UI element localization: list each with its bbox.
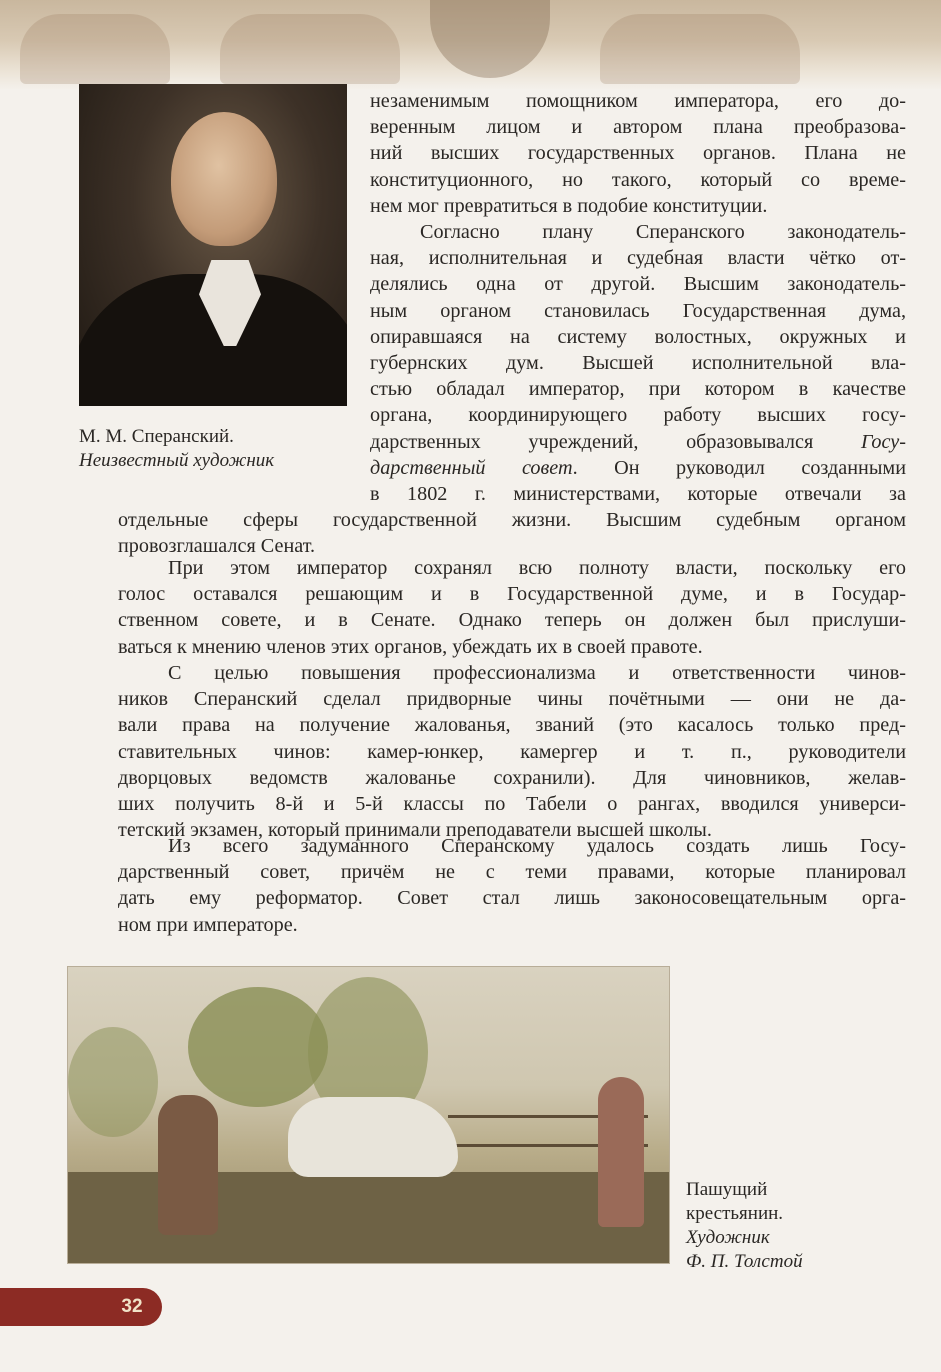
text-line: стью обладал император, при котором в качестве xyxy=(370,378,906,401)
header-medallion-portrait xyxy=(430,0,550,78)
text-line: ников Сперанский сделал придворные чины почётными — они не да- xyxy=(118,688,906,711)
portrait-caption xyxy=(79,425,274,473)
text-line xyxy=(370,429,906,455)
text-line: ном при императоре. xyxy=(118,913,298,936)
paragraph-1 xyxy=(370,88,906,219)
header-ornament-left xyxy=(20,14,170,84)
term-gossovet-part2: дарственный совет xyxy=(370,456,573,479)
text-line: С целью повышения профессионализма и ответственности чинов- xyxy=(168,662,906,684)
speransky-portrait-image xyxy=(79,84,347,406)
text-line: отдельные сферы государственной жизни. Высшим судебным органом xyxy=(118,509,906,531)
header-ornament-building xyxy=(220,14,400,84)
ploughing-peasant-painting xyxy=(67,966,670,1264)
text-fragment: . Он руководил созданными xyxy=(572,456,906,479)
header-decoration xyxy=(0,0,941,90)
text-line: ний высших государственных органов. Плана не xyxy=(370,142,906,165)
painting-caption-title: крестьянин. xyxy=(686,1203,784,1224)
text-line: дворцовых ведомств жалованье сохранили). Для чиновников, желав- xyxy=(118,766,906,789)
paragraph-4 xyxy=(118,660,906,843)
text-line: незаменимым помощником императора, его до- xyxy=(370,90,906,112)
text-line: При этом император сохранял всю полноту власти, поскольку его xyxy=(168,557,906,579)
text-line xyxy=(370,455,906,481)
text-line: Из всего задуманного Сперанскому удалось создать лишь Госу- xyxy=(168,835,906,857)
text-line: Согласно плану Сперанского законодатель- xyxy=(420,221,906,243)
text-line: дарственный совет, причём не с теми правами, которые планировал xyxy=(118,861,906,884)
portrait-caption-artist: Неизвестный художник xyxy=(79,450,275,471)
painting-caption-artist: Ф. П. Толстой xyxy=(686,1251,803,1272)
text-line: веренным лицом и автором плана преобразова- xyxy=(370,116,906,139)
text-fragment: дарственных учреждений, образовывался xyxy=(370,430,861,453)
term-gossovet-part1: Госу- xyxy=(860,430,906,453)
text-line: конституционного, но такого, который со време- xyxy=(370,168,906,191)
text-line: ваться к мнению членов этих органов, убеждать их в своей правоте. xyxy=(118,635,703,658)
painting-caption-title: Пашущий xyxy=(686,1179,768,1200)
paragraph-5 xyxy=(118,833,906,938)
text-line: ным органом становилась Государственная дума, xyxy=(370,299,906,322)
text-line: опиравшаяся на систему волостных, окружных и xyxy=(370,325,906,348)
painting-caption-artist: Художник xyxy=(686,1227,770,1248)
header-ornament-carriage xyxy=(600,14,800,84)
text-line: вали права на получение жалованья, званий (это касалось только пред- xyxy=(118,714,906,737)
text-line: тетский экзамен, который принимали преподаватели высшей школы. xyxy=(118,819,712,842)
text-line: ставительных чинов: камер-юнкер, камергер и т. п., руководители xyxy=(118,740,906,763)
paragraph-2-part-a xyxy=(370,219,906,507)
painting-caption xyxy=(686,1178,803,1274)
text-line: нем мог превратиться в подобие конституции. xyxy=(370,194,768,217)
text-line: голос оставался решающим и в Государственной думе, и в Государ- xyxy=(118,583,906,606)
paragraph-3 xyxy=(118,555,906,660)
page-number: 32 xyxy=(121,1296,143,1317)
text-line: делялись одна от другой. Высшим законодатель- xyxy=(370,273,906,296)
portrait-caption-name: М. М. Сперанский. xyxy=(79,426,234,447)
text-line: губернских дум. Высшей исполнительной вла- xyxy=(370,352,906,375)
text-line: органа, координирующего работу высших госу- xyxy=(370,404,906,427)
text-line: в 1802 г. министерствами, которые отвечали за xyxy=(370,483,906,506)
text-line: дать ему реформатор. Совет стал лишь законосовещательным орга- xyxy=(118,887,906,910)
text-line: ная, исполнительная и судебная власти чётко от- xyxy=(370,247,906,270)
text-line: ших получить 8-й и 5-й классы по Табели о рангах, вводился универси- xyxy=(118,793,906,816)
text-line: провозглашался Сенат. xyxy=(118,535,316,558)
paragraph-2-part-b xyxy=(118,507,906,559)
text-line: ственном совете, и в Сенате. Однако теперь он должен был прислуши- xyxy=(118,609,906,632)
